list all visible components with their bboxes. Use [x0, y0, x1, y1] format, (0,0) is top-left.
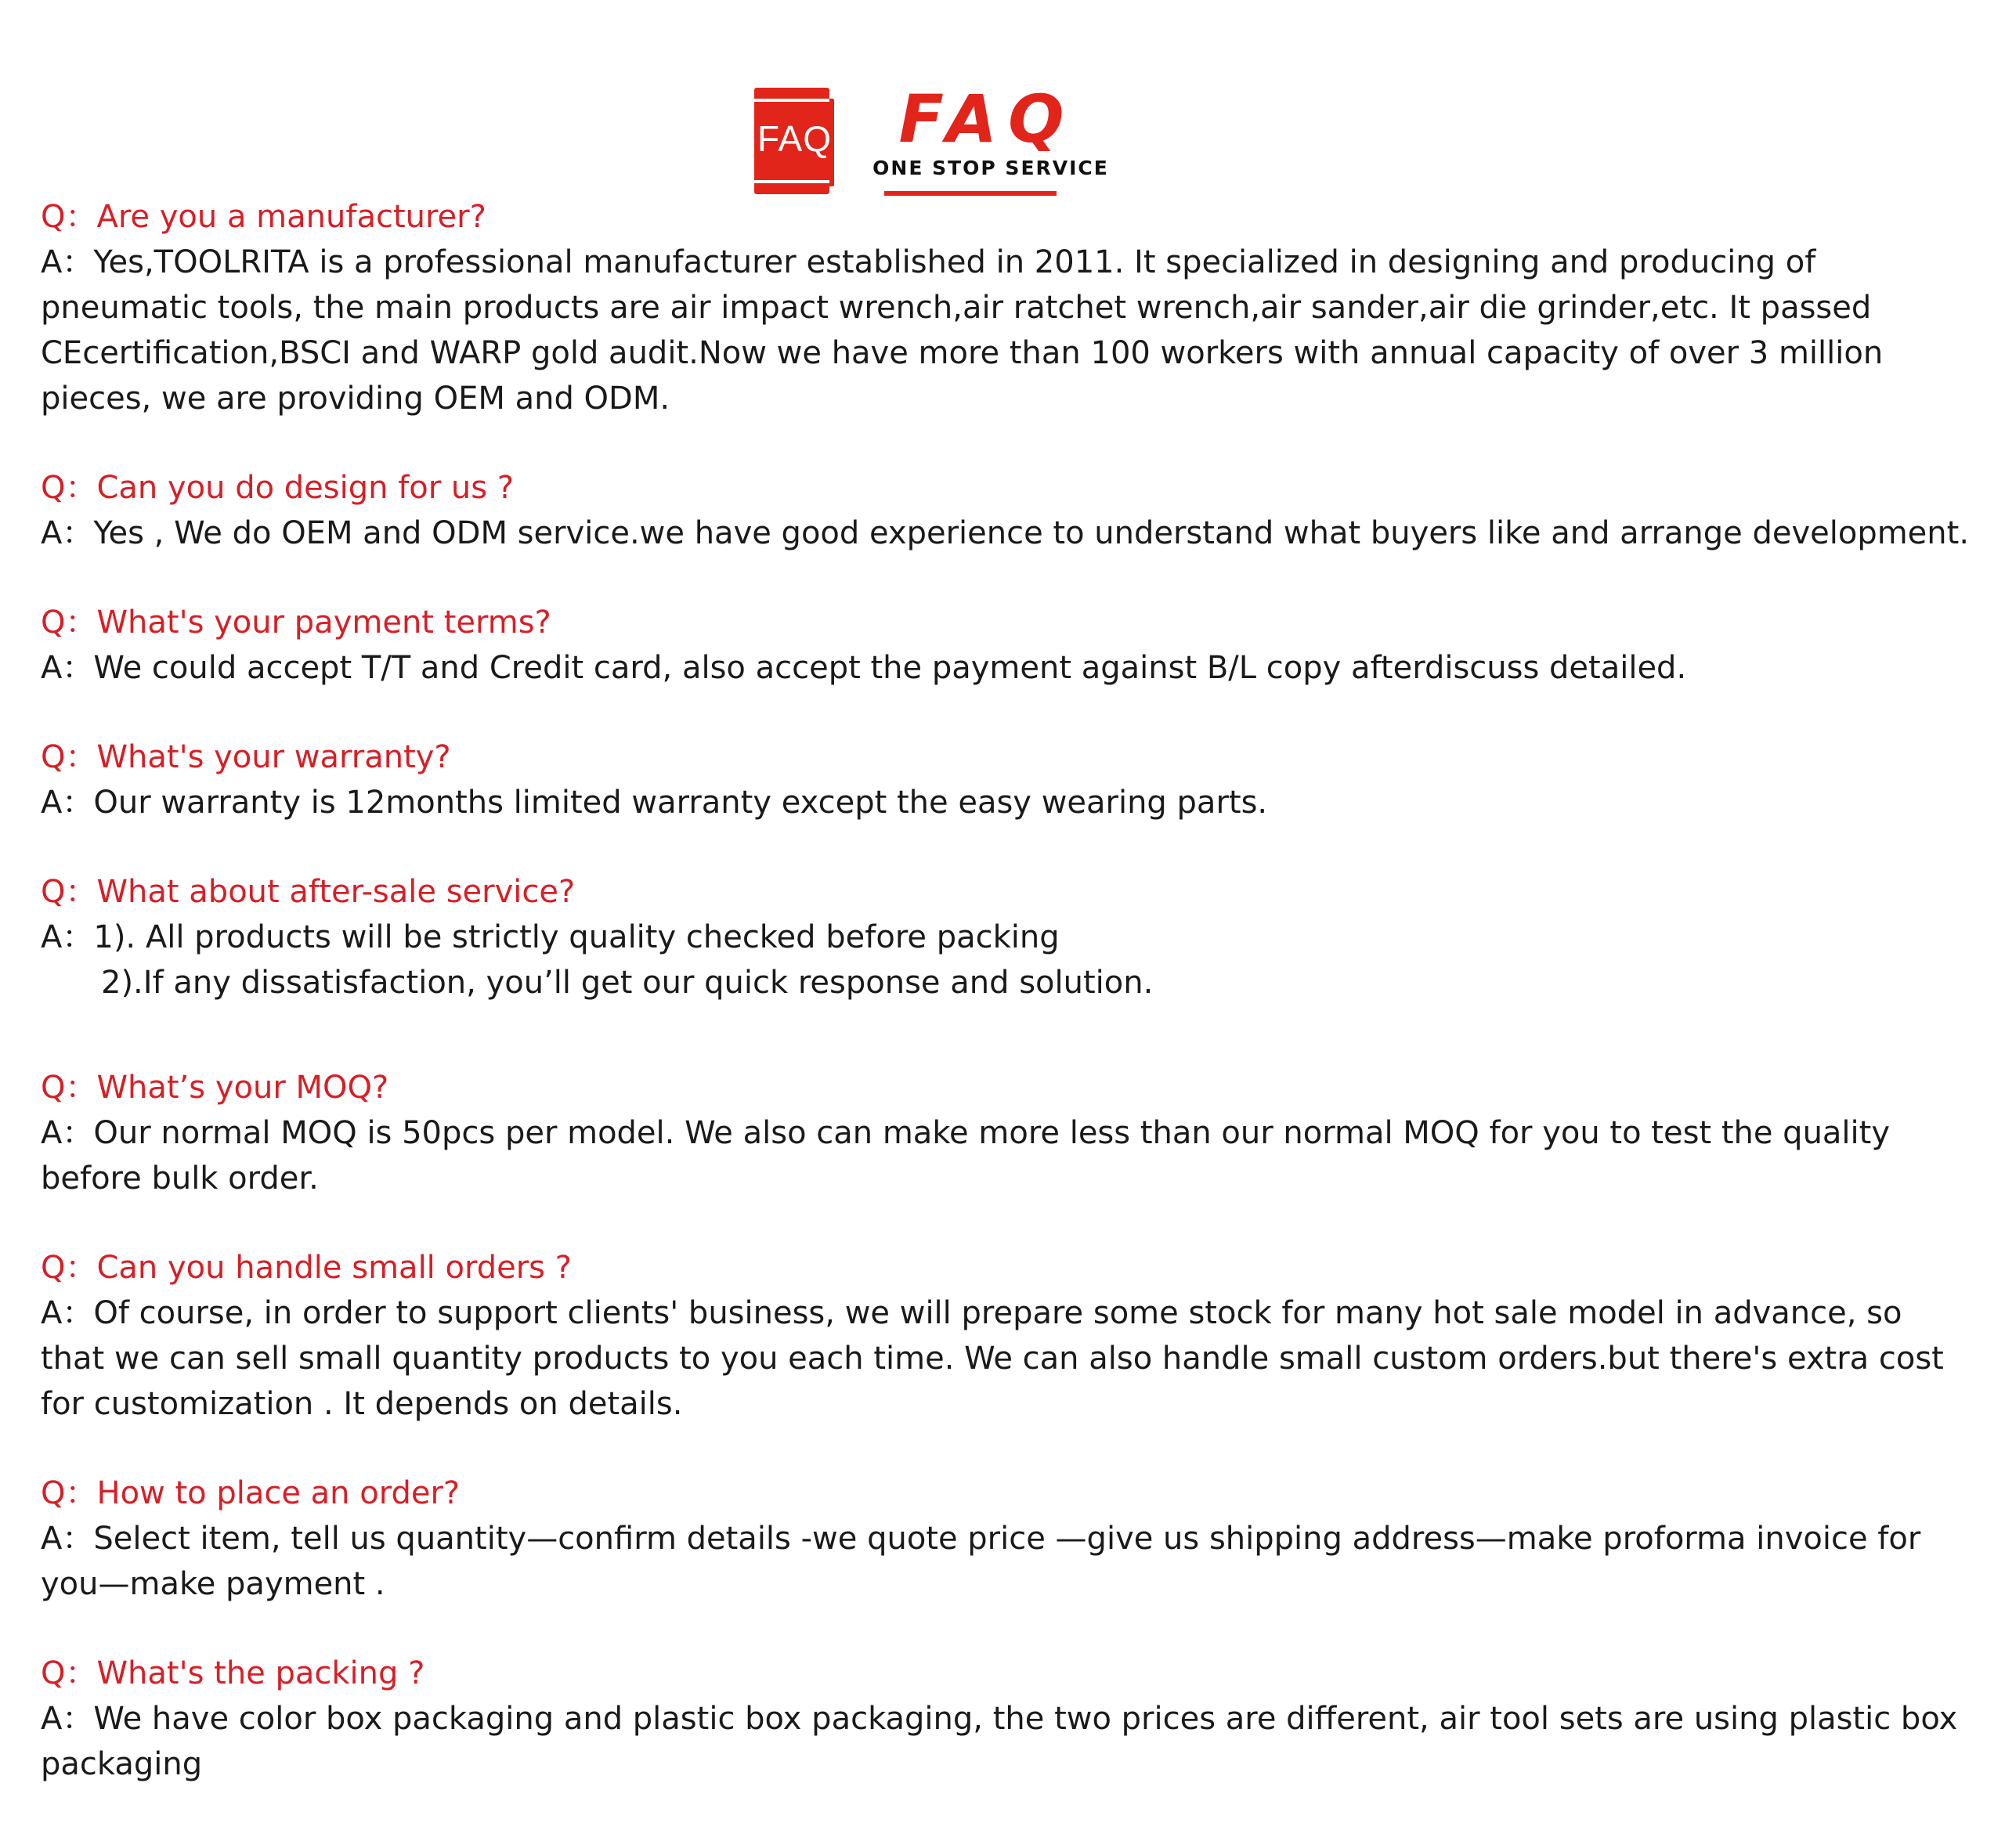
- question-text: What’s your MOQ?: [96, 1070, 389, 1106]
- badge-rule-top: [754, 99, 829, 102]
- faq-answer: [41, 1290, 1975, 1427]
- faq-question: [41, 465, 1975, 511]
- answer-text: Yes,TOOLRITA is a professional manufacturer established in 2011. It specialized in designing and producing of pneumatic tools, the main products are air impact wrench,air ratchet wrench,air sander,air die grinder,etc. It passed CEcertification,BSCI and WARP gold audit.Now we have more than 100 workers with annual capacity of over 3 million pieces, we are providing OEM and ODM.: [41, 244, 1884, 417]
- question-text: What's your payment terms?: [96, 605, 551, 641]
- question-prefix: Q：: [41, 1070, 97, 1106]
- question-prefix: Q：: [41, 1655, 97, 1691]
- faq-item: [41, 1651, 1975, 1787]
- question-prefix: Q：: [41, 199, 97, 235]
- faq-badge-icon: [748, 88, 836, 197]
- question-prefix: Q：: [41, 739, 97, 775]
- answer-prefix: A：: [41, 650, 94, 686]
- question-prefix: Q：: [41, 874, 97, 910]
- brand-logo: [872, 81, 1155, 197]
- faq-question: [41, 1065, 1975, 1110]
- faq-item: [41, 1065, 1975, 1201]
- faq-question: [41, 1471, 1975, 1516]
- faq-answer: [41, 915, 1975, 1005]
- faq-question: [41, 194, 1975, 240]
- answer-text: We have color box packaging and plastic box packaging, the two prices are different, air tool sets are using plastic box packaging: [41, 1701, 1958, 1782]
- faq-answer: [41, 1696, 1975, 1787]
- badge-label: FAQ: [757, 118, 833, 159]
- answer-line: [41, 960, 1975, 1005]
- faq-item: [41, 1471, 1975, 1607]
- faq-answer: [41, 780, 1975, 825]
- answer-text: Select item, tell us quantity—confirm details -we quote price —give us shipping address—make proforma invoice for you—make payment .: [41, 1521, 1921, 1602]
- question-text: What about after-sale service?: [96, 874, 576, 910]
- answer-prefix: A：: [41, 1295, 94, 1331]
- answer-prefix: A：: [41, 1115, 94, 1151]
- answer-step: 1). All products will be strictly quality checked before packing: [93, 919, 1060, 955]
- brand-subtitle: ONE STOP SERVICE: [872, 157, 1109, 179]
- answer-prefix: A：: [41, 244, 94, 280]
- faq-question: [41, 1651, 1975, 1696]
- question-text: What's your warranty?: [96, 739, 451, 775]
- answer-line: [41, 915, 1975, 960]
- faq-item: [41, 735, 1975, 825]
- question-prefix: Q：: [41, 605, 97, 641]
- answer-text: Yes , We do OEM and ODM service.we have good experience to understand what buyers like and arrange development.: [93, 515, 1970, 551]
- answer-text: Our warranty is 12months limited warranty except the easy wearing parts.: [93, 785, 1268, 821]
- faq-item: [41, 869, 1975, 1005]
- question-text: What's the packing ?: [96, 1655, 425, 1691]
- faq-question: [41, 869, 1975, 915]
- faq-item: [41, 1245, 1975, 1427]
- answer-text: Our normal MOQ is 50pcs per model. We also can make more less than our normal MOQ for you to test the quality before bulk order.: [41, 1115, 1891, 1197]
- faq-answer: [41, 1516, 1975, 1607]
- answer-text: We could accept T/T and Credit card, also accept the payment against B/L copy afterdiscuss detailed.: [93, 650, 1687, 686]
- faq-header: [748, 81, 1155, 197]
- faq-item: [41, 465, 1975, 556]
- question-text: How to place an order?: [96, 1475, 461, 1511]
- answer-prefix: A：: [41, 919, 94, 955]
- faq-question: [41, 735, 1975, 780]
- faq-list: [41, 194, 1975, 1831]
- question-prefix: Q：: [41, 1475, 97, 1511]
- question-prefix: Q：: [41, 470, 97, 506]
- question-text: Can you handle small orders ?: [96, 1250, 572, 1286]
- answer-prefix: A：: [41, 1701, 94, 1737]
- badge-rule-bottom: [754, 180, 829, 183]
- answer-text: Of course, in order to support clients' business, we will prepare some stock for many hot sale model in advance, so that we can sell small quantity products to you each time. We can also handle small custom orders.but there's extra cost for customization . It depends on details.: [41, 1295, 1944, 1422]
- brand-title: FAQ: [898, 81, 1075, 157]
- faq-question: [41, 600, 1975, 645]
- answer-prefix: A：: [41, 515, 94, 551]
- faq-item: [41, 600, 1975, 691]
- answer-prefix: A：: [41, 785, 94, 821]
- faq-item: [41, 194, 1975, 421]
- question-prefix: Q：: [41, 1250, 97, 1286]
- faq-answer: [41, 1110, 1975, 1201]
- question-text: Can you do design for us ?: [96, 470, 515, 506]
- faq-question: [41, 1245, 1975, 1290]
- faq-answer: [41, 240, 1975, 421]
- faq-answer: [41, 511, 1975, 556]
- answer-prefix: A：: [41, 1521, 94, 1557]
- answer-step: 2).If any dissatisfaction, you’ll get our quick response and solution.: [101, 965, 1154, 1001]
- question-text: Are you a manufacturer?: [96, 199, 486, 235]
- faq-answer: [41, 645, 1975, 691]
